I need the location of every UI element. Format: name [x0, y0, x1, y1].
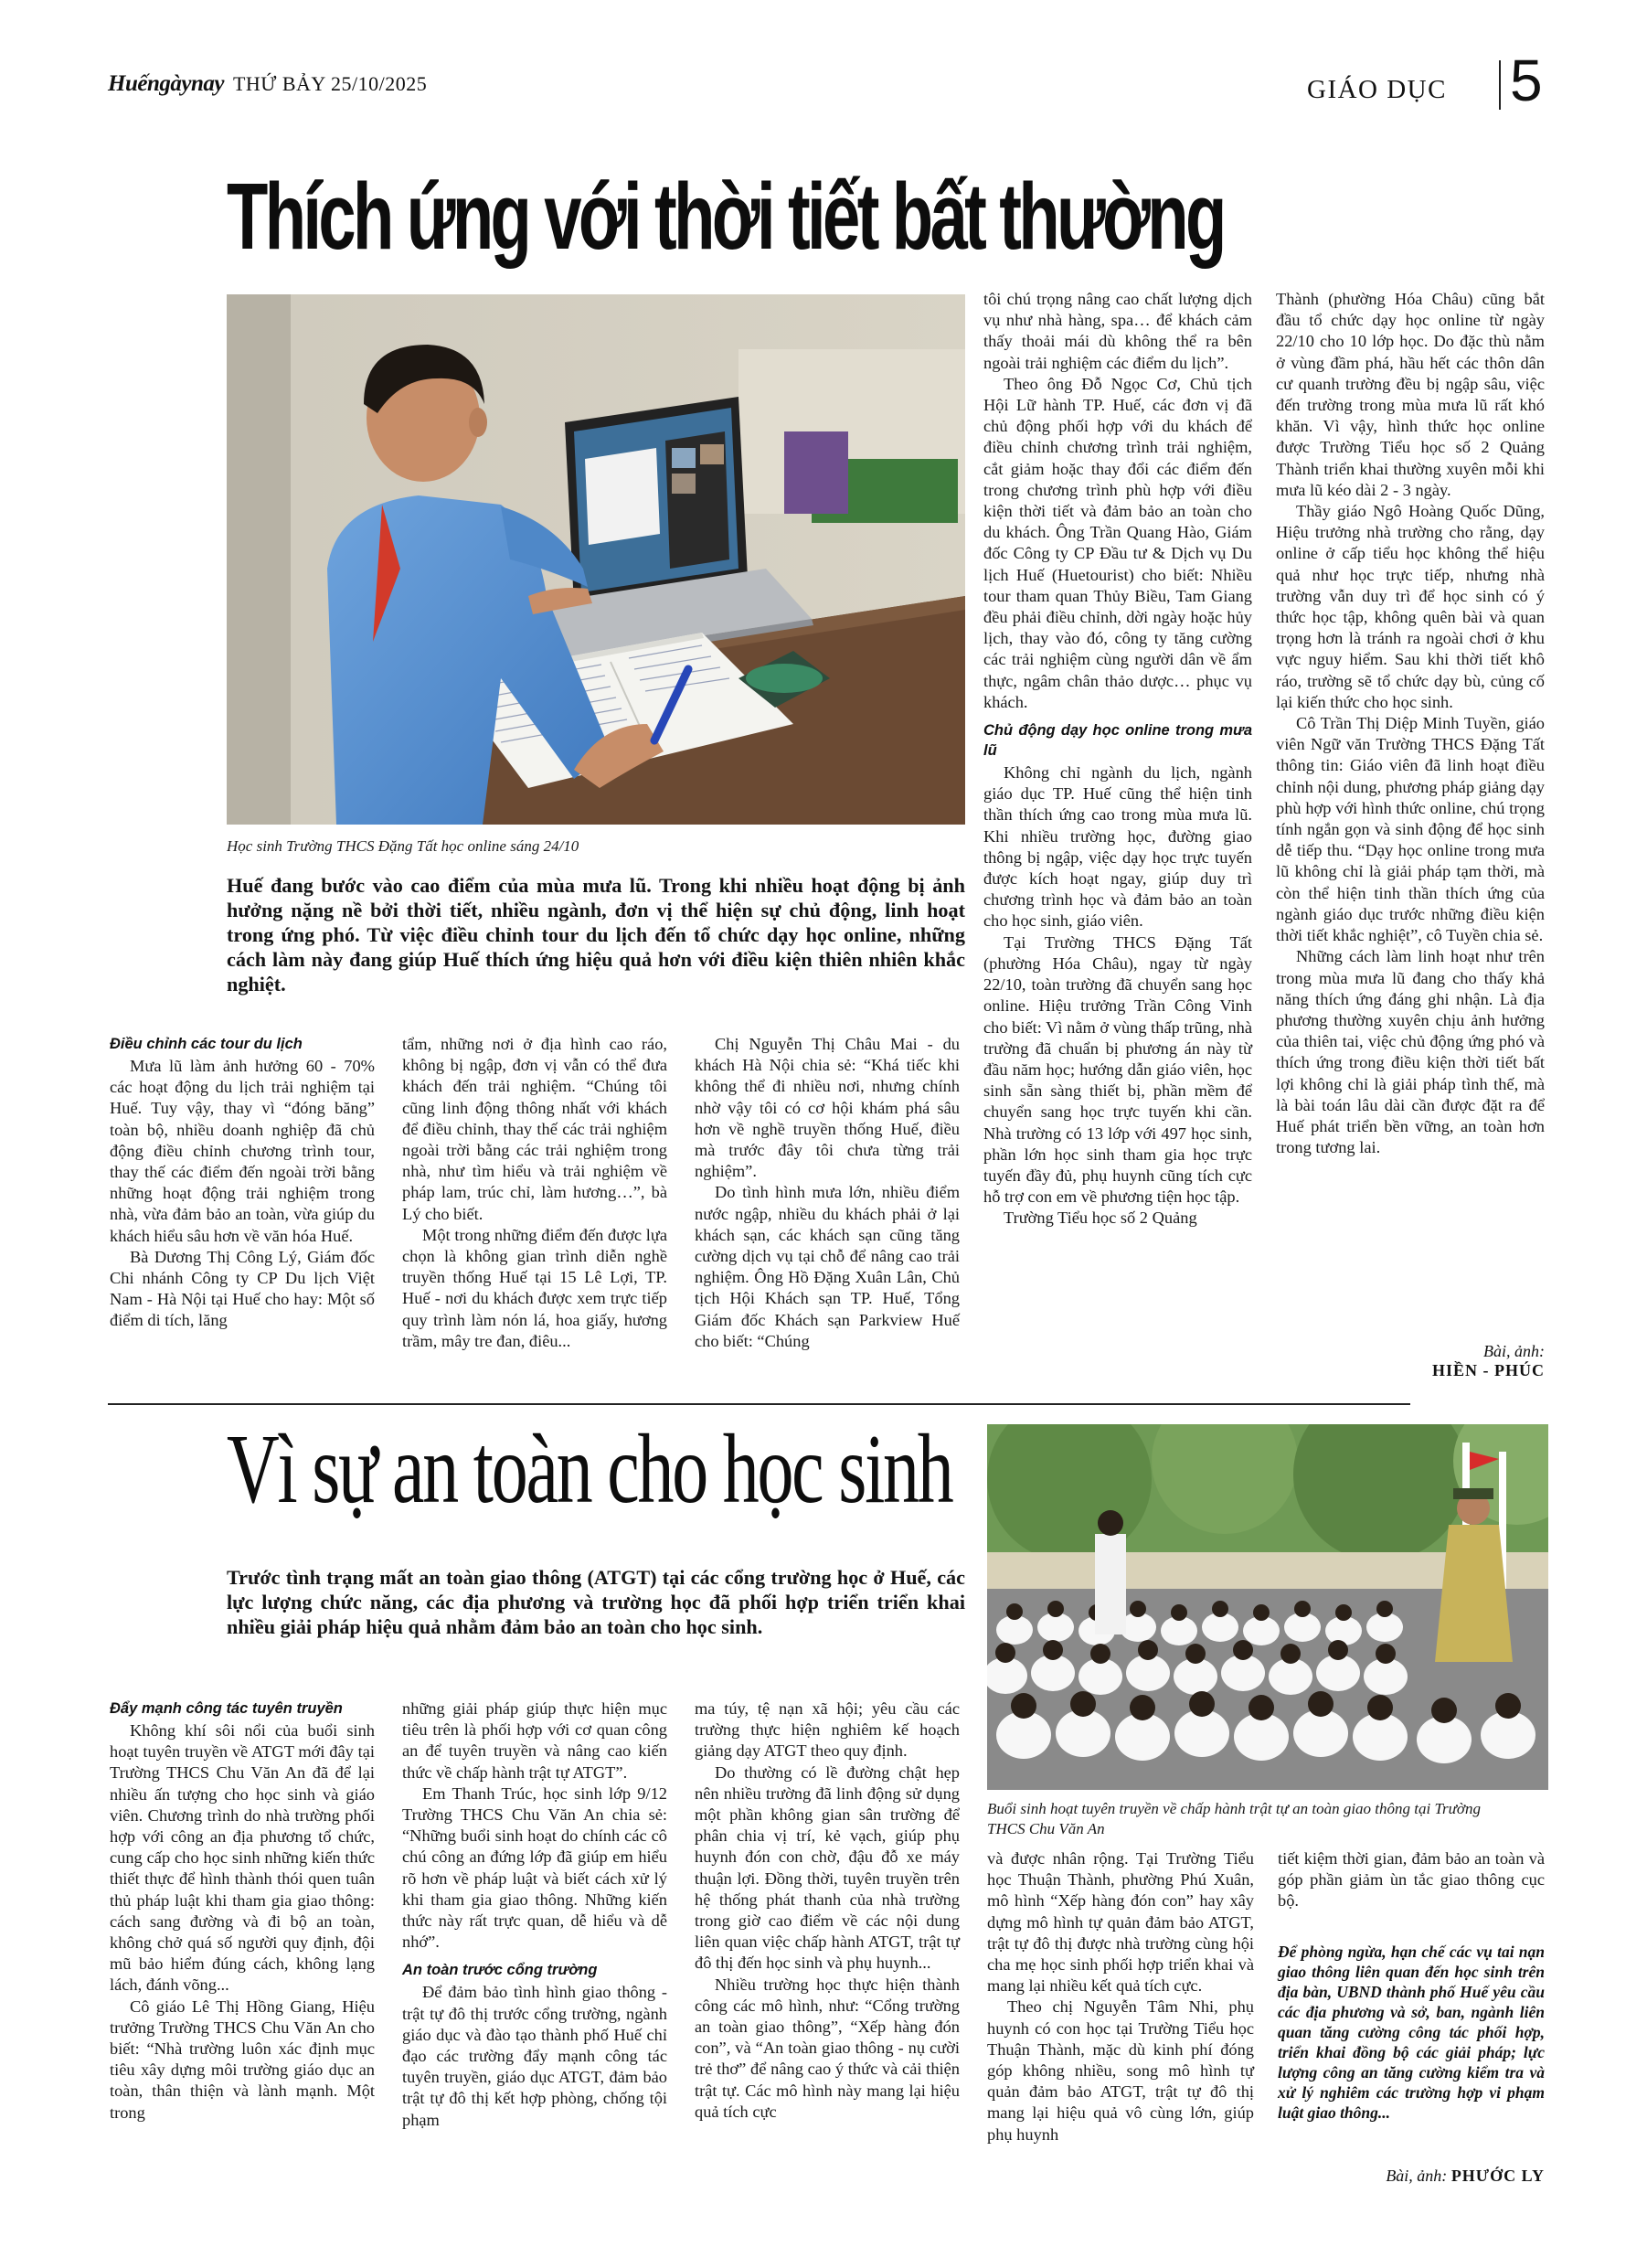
article2-headline: Vì sự an toàn cho học sinh	[227, 1415, 952, 1524]
newspaper-logo: Huếngàynay	[108, 71, 224, 96]
paragraph: Do thường có lề đường chật hẹp nên nhiều trường đã linh động sử dụng một phần không gian sân trường để phân chia vị trí, kẻ vạch, giúp phụ huynh đón con chờ, đậu đỗ xe máy thuận lợi. Đồng thời, tuyên truyền trên hệ thống phát thanh của nhà trường trong giờ cao điểm về các nội dung liên quan việc chấp hành ATGT, trật tự đô thị đến học sinh và phụ huynh...	[695, 1762, 960, 1973]
section-name: GIÁO DỤC	[1307, 75, 1447, 104]
article1-column-5	[1276, 289, 1545, 1158]
article1-photo-caption: Học sinh Trường THCS Đặng Tất học online sáng 24/10	[227, 837, 579, 855]
paragraph: Không chỉ ngành du lịch, ngành giáo dục TP. Huế cũng thể hiện tinh thần thích ứng cao trong mùa mưa lũ. Khi nhiều trường học, đường giao thông bị ngập, việc dạy học trực tuyến được kích hoạt ngay, giúp duy trì chương trình học và đảm bảo an toàn cho học sinh, giáo viên.	[983, 763, 1252, 931]
student-online-learning-illustration	[227, 294, 965, 825]
article2-column-2	[402, 1698, 667, 2131]
paragraph: Cô giáo Lê Thị Hồng Giang, Hiệu trưởng Trường THCS Chu Văn An cho biết: “Nhà trường luôn xác định mục tiêu xây dựng môi trường giáo dục an toàn, thân thiện và lành mạnh. Một trong	[110, 1996, 375, 2122]
credit-names: HIỀN - PHÚC	[1432, 1361, 1545, 1379]
article1-photo	[227, 294, 965, 825]
article2-credit	[1278, 2167, 1545, 2186]
article1-subheading-2: Chủ động dạy học online trong mưa lũ	[983, 722, 1252, 760]
article2-column-3	[695, 1698, 960, 2123]
paragraph: những giải pháp giúp thực hiện mục tiêu trên là phối hợp với cơ quan công an để tuyên truyền và nâng cao kiến thức về chấp hành trật tự ATGT”.	[402, 1699, 667, 1782]
article2-column-5	[1278, 1848, 1545, 1912]
article2-photo	[987, 1424, 1548, 1790]
page-number: 5	[1510, 48, 1543, 113]
paragraph: Theo chị Nguyễn Tâm Nhi, phụ huynh có con học tại Trường Tiểu học Thuận Thành, mặc dù kinh phí đóng góp không nhiều, song mô hình tự quản đảm bảo ATGT, trật tự đô thị mang lại hiệu quả vô cùng lớn, giúp phụ huynh	[987, 1997, 1254, 2144]
paragraph: Nhiều trường học thực hiện thành công các mô hình, như: “Cổng trường an toàn giao thông”, “Xếp hàng đón con”, và “An toàn giao thông - nụ cười trẻ thơ” để nâng cao ý thức và cải thiện trật tự. Các mô hình này mang lại hiệu quả tích cực	[695, 1975, 960, 2121]
paragraph: Một trong những điểm đến được lựa chọn là không gian trình diễn nghề truyền thống Huế tại 15 Lê Lợi, TP. Huế - nơi du khách được xem trực tiếp quy trình làm nón lá, hoa giấy, hương trầm, mây tre đan, điêu...	[402, 1225, 667, 1350]
paragraph: tiết kiệm thời gian, đảm bảo an toàn và góp phần giảm ùn tắc giao thông cục bộ.	[1278, 1849, 1545, 1911]
paragraph: Mưa lũ làm ảnh hưởng 60 - 70% các hoạt động du lịch trải nghiệm tại Huế. Tuy vậy, thay vì “đóng băng” toàn bộ, nhiều doanh nghiệp đã chủ động điều chỉnh chương trình tour, thay thế các điểm đến ngoài trời bằng những hoạt động trải nghiệm trong nhà, vừa đảm bảo an toàn, vừa giúp du khách hiểu sâu hơn về văn hóa Huế.	[110, 1057, 375, 1245]
paragraph: Để đảm bảo tình hình giao thông - trật tự đô thị trước cổng trường, ngành giáo dục và đào tạo thành phố Huế chỉ đạo các trường đẩy mạnh công tác tuyên truyền, giáo dục ATGT, đảm bảo trật tự đô thị kết hợp phòng, chống tội phạm	[402, 1983, 667, 2129]
article2-column-1	[110, 1698, 375, 2124]
article1-column-2	[402, 1034, 667, 1352]
masthead	[108, 71, 427, 97]
issue-date: THỨ BẢY 25/10/2025	[232, 72, 428, 95]
paragraph: ma túy, tệ nạn xã hội; yêu cầu các trường thực hiện nghiêm kế hoạch giảng dạy ATGT theo quy định.	[695, 1699, 960, 1761]
paragraph: Tại Trường THCS Đặng Tất (phường Hóa Châu), ngay từ ngày 22/10, toàn trường đã chuyển sang học online. Hiệu trưởng Trần Công Vinh cho biết: Vì nằm ở vùng thấp trũng, nhà trường đã chuẩn bị phương án này từ đầu năm học; hướng dẫn giáo viên, học sinh sẵn sàng thiết bị, phần mềm để chuyển sang học trực tuyến khi cần. Nhà trường có 13 lớp với 497 học sinh, phần lớn học sinh tham gia học trực tuyến đầy đủ, phụ huynh cũng tích cực hỗ trợ con em về phương tiện học tập.	[983, 932, 1252, 1207]
paragraph: Thành (phường Hóa Châu) cũng bắt đầu tổ chức dạy học online từ ngày 22/10 cho 10 lớp học. Do đặc thù nằm ở vùng đầm phá, hầu hết các thôn dân cư quanh trường đều bị ngập sâu, việc đến trường trong mùa mưa lũ rất khó khăn. Vì vậy, hình thức học online được Trường Tiểu học số 2 Quảng Thành triển khai thường xuyên mỗi khi mưa lũ kéo dài 2 - 3 ngày.	[1276, 290, 1545, 499]
paragraph: Không khí sôi nổi của buổi sinh hoạt tuyên truyền về ATGT mới đây tại Trường THCS Chu Văn An đã để lại nhiều ấn tượng cho học sinh và giáo viên. Chương trình do nhà trường phối hợp với công an địa phương tổ chức, cung cấp cho học sinh những kiến thức thiết thực để hình thành thói quen tuân thủ pháp luật khi tham gia giao thông: cách sang đường và đi bộ an toàn, không chở quá số người quy định, đội mũ bảo hiểm đúng cách, không lạng lách, đánh võng...	[110, 1721, 375, 1995]
article1-column-3	[695, 1034, 960, 1352]
article1-credit	[1276, 1342, 1545, 1380]
article1-lead: Huế đang bước vào cao điểm của mùa mưa lũ. Trong khi nhiều hoạt động bị ảnh hưởng nặng nề bởi thời tiết, nhiều ngành, đơn vị thể hiện sự chủ động, linh hoạt trong ứng phó. Từ việc điều chỉnh tour du lịch đến tổ chức dạy học online, những cách làm này đang giúp Huế thích ứng hiệu quả hơn với điều kiện thiên nhiên khắc nghiệt.	[227, 874, 965, 996]
article1-column-1	[110, 1034, 375, 1332]
article1-column-4	[983, 289, 1252, 1230]
article1-headline: Thích ứng với thời tiết bất thường	[227, 164, 1224, 269]
article1-subheading-1: Điều chỉnh các tour du lịch	[110, 1036, 303, 1052]
article2-lead: Trước tình trạng mất an toàn giao thông (ATGT) tại các cổng trường học ở Huế, các lực lượng chức năng, các địa phương và trường học đã phối hợp triển triển khai nhiều giải pháp hiệu quả nhằm đảm bảo an toàn cho học sinh.	[227, 1566, 965, 1638]
article2-column-4	[987, 1848, 1254, 2146]
paragraph: Thầy giáo Ngô Hoàng Quốc Dũng, Hiệu trưởng nhà trường cho rằng, dạy online ở cấp tiểu học không thể hiệu quả như học trực tiếp, nhưng nhà trường vẫn duy trì để học sinh có ý thức học tập, không quên bài và quan trọng hơn là tránh ra ngoài chơi ở khu vực nguy hiểm. Sau khi thời tiết khô ráo, trường sẽ tổ chức dạy bù, củng cố lại kiến thức cho học sinh.	[1276, 502, 1545, 711]
paragraph: Chị Nguyễn Thị Châu Mai - du khách Hà Nội chia sẻ: “Khá tiếc khi không thể đi nhiều nơi, nhưng chính nhờ vậy tôi có cơ hội khám phá sâu hơn về nghề truyền thống Huế, điều mà trước đây tôi chưa từng trải nghiệm”.	[695, 1035, 960, 1181]
article-divider	[108, 1403, 1410, 1405]
paragraph: và được nhân rộng. Tại Trường Tiểu học Thuận Thành, phường Phú Xuân, mô hình “Xếp hàng đón con” hay xây dựng mô hình tự quản đảm bảo ATGT, trật tự đô thị được nhà trường cùng hội cha mẹ học sinh phối hợp triển khai và mang lại nhiều kết quả tích cực.	[987, 1849, 1254, 1996]
paragraph: Những cách làm linh hoạt như trên trong mùa mưa lũ đang cho thấy khả năng thích ứng đáng ghi nhận. Là địa phương thường xuyên chịu ảnh hưởng của thiên tai, việc chủ động ứng phó và thích ứng trong điều kiện thời tiết bất lợi không chỉ là giải pháp tình thế, mà là bài toán lâu dài cần được đặt ra để Huế phát triển bền vững, an toàn hơn trong tương lai.	[1276, 947, 1545, 1157]
paragraph: Bà Dương Thị Công Lý, Giám đốc Chi nhánh Công ty CP Du lịch Việt Nam - Hà Nội tại Huế cho hay: Một số điểm di tích, lăng	[110, 1247, 375, 1330]
credit-prefix: Bài, ảnh:	[1386, 2167, 1448, 2185]
paragraph: tẩm, những nơi ở địa hình cao ráo, không bị ngập, đơn vị vẫn có thể đưa khách đến trải nghiệm. “Chúng tôi cũng linh động thông nhất với khách để điều chỉnh, thay thế các trải nghiệm ngoài trời bằng các trải nghiệm trong nhà, như tìm hiểu và trải nghiệm về pháp lam, trúc chỉ, làm hương…”, bà Lý cho biết.	[402, 1035, 667, 1223]
page-number-divider	[1499, 60, 1501, 110]
traffic-safety-session-illustration	[987, 1424, 1548, 1790]
paragraph: Cô Trần Thị Diệp Minh Tuyền, giáo viên Ngữ văn Trường THCS Đặng Tất thông tin: Giáo viên đã linh hoạt điều chỉnh nội dung, phương pháp giảng dạy phù hợp với hình thức online, chú trọng tính ngắn gọn và sinh động để học sinh dễ tiếp thu. “Dạy học online trong mưa lũ không chỉ là giải pháp tạm thời, mà còn thể hiện tinh thần thích ứng của ngành giáo dục trước những điều kiện thời tiết khắc nghiệt”, cô Tuyền chia sẻ.	[1276, 714, 1545, 945]
article2-photo-caption: Buổi sinh hoạt tuyên truyền về chấp hành trật tự an toàn giao thông tại Trường THCS Chu Văn An	[987, 1800, 1481, 1837]
paragraph: Em Thanh Trúc, học sinh lớp 9/12 Trường THCS Chu Văn An chia sẻ: “Những buổi sinh hoạt do chính các cô chú công an đứng lớp đã giúp em hiểu rõ hơn về pháp luật và biết cách xử lý khi tham gia giao thông. Những kiến thức này rất trực quan, dễ hiểu và dễ nhớ”.	[402, 1784, 667, 1952]
article2-subheading-1: Đẩy mạnh công tác tuyên truyền	[110, 1700, 343, 1717]
credit-prefix: Bài, ảnh:	[1483, 1342, 1545, 1360]
article2-box-note: Để phòng ngừa, hạn chế các vụ tai nạn giao thông liên quan đến học sinh trên địa bàn, UBND thành phố Huế yêu cầu các địa phương và sở, ban, ngành liên quan tăng cường công tác phối hợp, triển khai đồng bộ các giải pháp; lực lượng công an tăng cường kiểm tra và xử lý nghiêm các trường hợp vi phạm luật giao thông...	[1278, 1943, 1545, 2122]
paragraph: Do tình hình mưa lớn, nhiều điểm nước ngập, nhiều du khách phải ở lại khách sạn, các khách sạn cũng tăng cường dịch vụ tại chỗ để nâng cao trải nghiệm. Ông Hồ Đặng Xuân Lân, Chủ tịch Hội Khách sạn TP. Huế, Tổng Giám đốc Khách sạn Parkview Huế cho biết: “Chúng	[695, 1183, 960, 1350]
paragraph: Trường Tiểu học số 2 Quảng	[1004, 1209, 1197, 1228]
credit-names: PHƯỚC LY	[1450, 2167, 1545, 2185]
paragraph: Theo ông Đỗ Ngọc Cơ, Chủ tịch Hội Lữ hành TP. Huế, các đơn vị đã chủ động phối hợp với du khách để điều chỉnh chương trình trải nghiệm, cắt giảm hoặc thay đổi các điểm đến trong chương trình phù hợp với điều kiện thời tiết và đảm bảo an toàn cho du khách. Ông Trần Quang Hào, Giám đốc Công ty CP Đầu tư & Dịch vụ Du lịch Huế (Huetourist) cho biết: Nhiều tour tham quan Thủy Biều, Tam Giang đều phải điều chỉnh, dời ngày hoặc hủy lịch, thay vào đó, công ty tăng cường các trải nghiệm cùng người dân về ẩm thực, ngâm chân thảo dược… phục vụ khách.	[983, 374, 1252, 711]
paragraph: tôi chú trọng nâng cao chất lượng dịch vụ như nhà hàng, spa… để khách cảm thấy thoải mái dù không thể ra bên ngoài trải nghiệm các điểm du lịch”.	[983, 290, 1252, 372]
article2-subheading-2: An toàn trước cổng trường	[402, 1962, 598, 1979]
